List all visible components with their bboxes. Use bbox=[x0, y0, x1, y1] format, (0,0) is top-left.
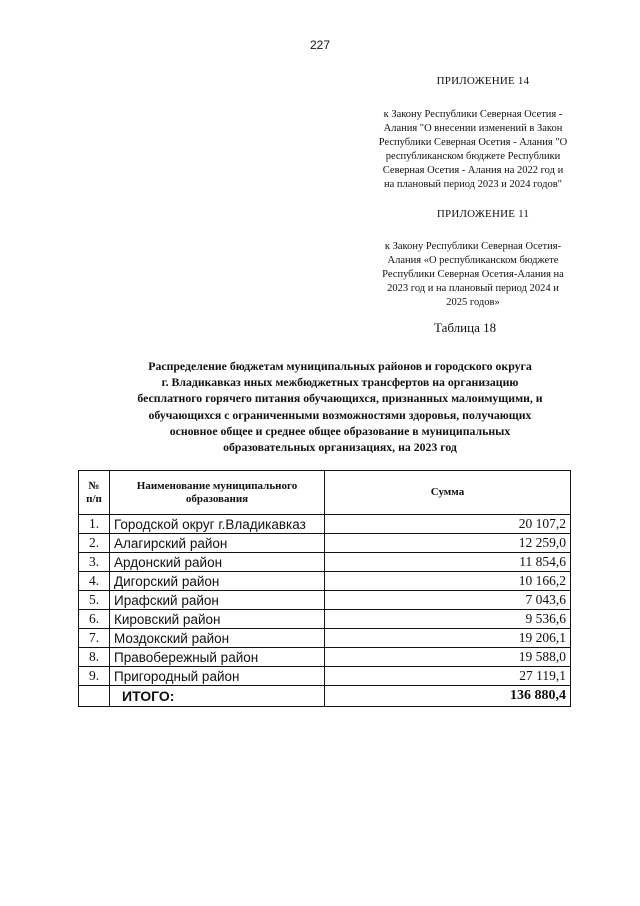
header-number bbox=[79, 471, 110, 515]
row-name: Ирафский район bbox=[110, 591, 325, 610]
header-name-line2: образования bbox=[185, 492, 249, 505]
appendix-11-line: Алания «О республиканском бюджете bbox=[387, 255, 559, 266]
appendix-14-line: Алания "О внесении изменений в Закон bbox=[383, 123, 563, 134]
row-number: 6. bbox=[79, 610, 110, 629]
row-number: 1. bbox=[79, 515, 110, 534]
heading-line: основное общее и среднее общее образование в муниципальных bbox=[169, 423, 511, 438]
appendix-11-line: 2025 годов» bbox=[446, 297, 500, 308]
table-row bbox=[79, 534, 571, 553]
page-number: 227 bbox=[309, 38, 331, 52]
appendix-14-line: на плановый период 2023 и 2024 годов" bbox=[384, 179, 562, 190]
heading-line: образовательных организациях, на 2023 год bbox=[223, 440, 457, 455]
table-header-row bbox=[79, 471, 571, 515]
row-sum: 12 259,0 bbox=[325, 534, 571, 553]
appendix-11-line: 2023 год и на плановый период 2024 и bbox=[387, 283, 559, 294]
row-number: 3. bbox=[79, 553, 110, 572]
row-sum: 7 043,6 bbox=[325, 591, 571, 610]
table-row bbox=[79, 515, 571, 534]
row-name: Кировский район bbox=[110, 610, 325, 629]
total-label: ИТОГО: bbox=[110, 686, 325, 707]
table-label: Таблица 18 bbox=[434, 320, 497, 335]
appendix-14-line: республиканском бюджете Республики bbox=[385, 151, 561, 162]
table-row bbox=[79, 610, 571, 629]
total-sum: 136 880,4 bbox=[325, 686, 571, 707]
table-row bbox=[79, 648, 571, 667]
appendix-11-line: к Закону Республики Северная Осетия- bbox=[384, 241, 562, 252]
header-sum: Сумма bbox=[325, 471, 571, 515]
appendix-14-text bbox=[362, 108, 584, 192]
appendix-11-text bbox=[362, 240, 584, 310]
row-sum: 19 588,0 bbox=[325, 648, 571, 667]
table-row bbox=[79, 591, 571, 610]
header-number-line1: № bbox=[88, 479, 100, 492]
total-number-cell bbox=[79, 686, 110, 707]
row-name: Пригородный район bbox=[110, 667, 325, 686]
table-total-row bbox=[79, 686, 571, 707]
row-sum: 20 107,2 bbox=[325, 515, 571, 534]
row-number: 9. bbox=[79, 667, 110, 686]
row-sum: 19 206,1 bbox=[325, 629, 571, 648]
row-name: Дигорский район bbox=[110, 572, 325, 591]
row-name: Правобережный район bbox=[110, 648, 325, 667]
appendix-11-title: ПРИЛОЖЕНИЕ 11 bbox=[436, 208, 530, 220]
appendix-11-line: Республики Северная Осетия-Алания на bbox=[382, 269, 564, 280]
heading-line: г. Владикавказ иных межбюджетных трансфертов на организацию bbox=[161, 375, 519, 390]
appendix-14-line: Северная Осетия - Алания на 2022 год и bbox=[382, 165, 564, 176]
table-row bbox=[79, 553, 571, 572]
document-heading bbox=[100, 358, 580, 455]
header-name-line1: Наименование муниципального bbox=[136, 479, 298, 492]
row-sum: 11 854,6 bbox=[325, 553, 571, 572]
row-name: Алагирский район bbox=[110, 534, 325, 553]
row-sum: 9 536,6 bbox=[325, 610, 571, 629]
appendix-14-line: Республики Северная Осетия - Алания "О bbox=[378, 137, 568, 148]
heading-line: обучающихся с ограниченными возможностями здоровья, получающих bbox=[148, 407, 532, 422]
row-name: Моздокский район bbox=[110, 629, 325, 648]
header-name bbox=[110, 471, 325, 515]
heading-line: Распределение бюджетам муниципальных районов и городского округа bbox=[148, 359, 532, 373]
heading-line: бесплатного горячего питания обучающихся, признанных малоимущими, и bbox=[137, 391, 543, 406]
header-number-line2: п/п bbox=[86, 492, 102, 505]
row-sum: 27 119,1 bbox=[325, 667, 571, 686]
row-name: Городской округ г.Владикавказ bbox=[110, 515, 325, 534]
table-row bbox=[79, 572, 571, 591]
distribution-table bbox=[78, 470, 571, 707]
row-number: 7. bbox=[79, 629, 110, 648]
appendix-14-title: ПРИЛОЖЕНИЕ 14 bbox=[436, 75, 530, 87]
row-number: 4. bbox=[79, 572, 110, 591]
row-sum: 10 166,2 bbox=[325, 572, 571, 591]
table-row bbox=[79, 667, 571, 686]
appendix-14-line: к Закону Республики Северная Осетия - bbox=[383, 109, 563, 120]
row-number: 8. bbox=[79, 648, 110, 667]
table-row bbox=[79, 629, 571, 648]
row-number: 2. bbox=[79, 534, 110, 553]
row-number: 5. bbox=[79, 591, 110, 610]
row-name: Ардонский район bbox=[110, 553, 325, 572]
